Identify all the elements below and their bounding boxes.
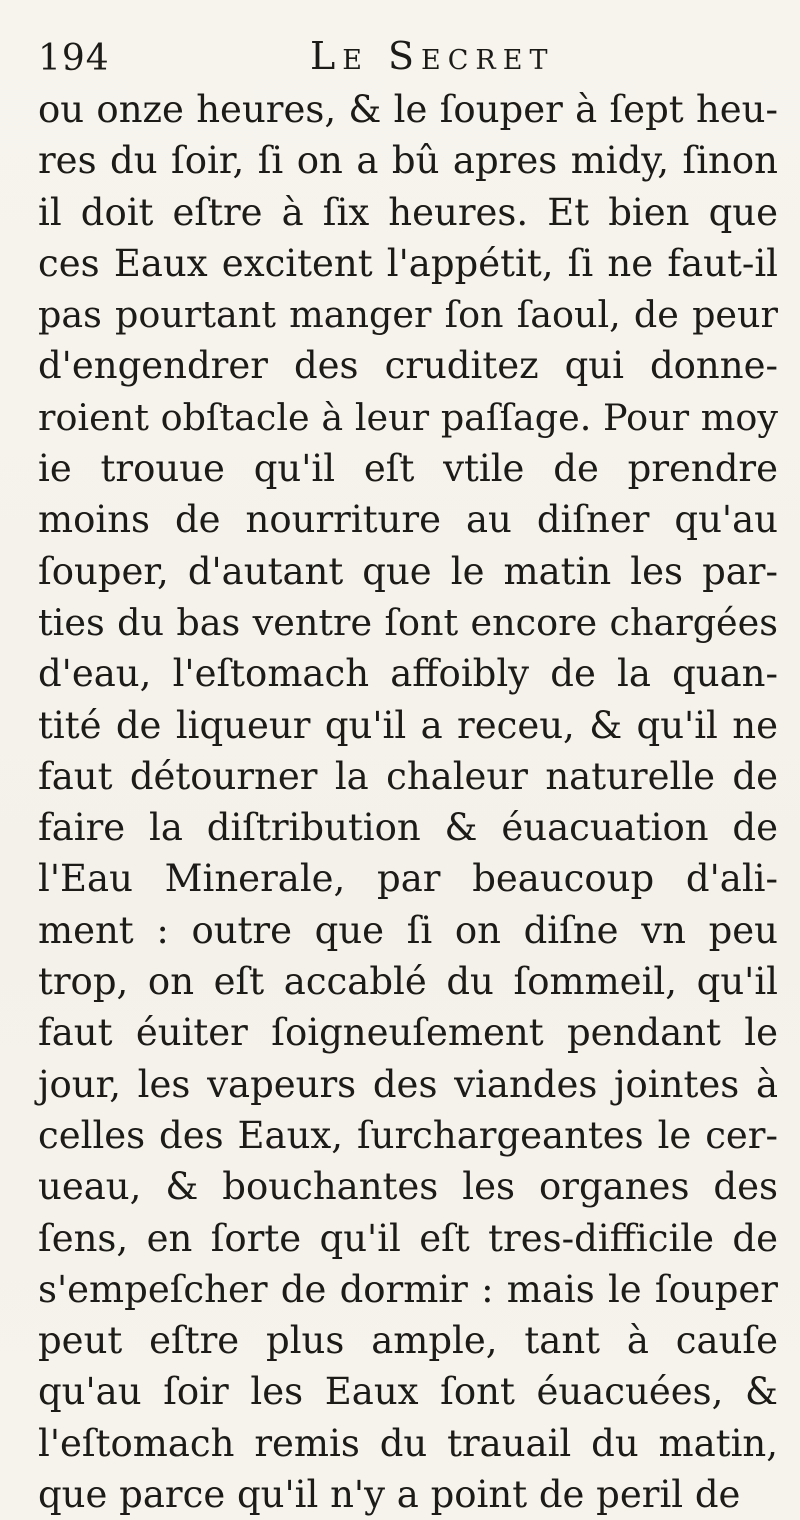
text-line: d'engendrer des cruditez qui donne- xyxy=(38,344,778,388)
running-title: Le Secret xyxy=(310,34,555,78)
text-line: trop, on eſt accablé du ſommeil, qu'il xyxy=(38,960,778,1004)
body-text xyxy=(38,84,778,1520)
text-line: ſens, en ſorte qu'il eſt tres-difficile de xyxy=(38,1216,778,1260)
text-line: ſouper, d'autant que le matin les par- xyxy=(38,549,778,593)
text-line: ment : outre que ſi on diſne vn peu xyxy=(38,908,778,952)
text-line: faire la diſtribution & éuacuation de xyxy=(38,806,778,850)
text-line: moins de nourriture au diſner qu'au xyxy=(38,498,778,542)
text-line: res du ſoir, ſi on a bû apres midy, ſinon xyxy=(38,139,778,183)
text-line: qu'au ſoir les Eaux ſont éuacuées, & xyxy=(38,1370,778,1414)
text-line: l'Eau Minerale, par beaucoup d'ali- xyxy=(38,857,778,901)
text-line: ie trouue qu'il eſt vtile de prendre xyxy=(38,447,778,491)
page-number: 194 xyxy=(38,38,110,79)
text-line: ou onze heures, & le ſouper à ſept heu- xyxy=(38,88,778,131)
text-line: ties du bas ventre ſont encore chargées xyxy=(38,600,778,644)
text-line: que parce qu'il n'y a point de peril de xyxy=(38,1473,741,1517)
text-line: s'empeſcher de dormir : mais le ſouper xyxy=(38,1267,778,1311)
text-line: celles des Eaux, ſurchargeantes le cer- xyxy=(38,1113,778,1157)
page-header xyxy=(38,30,778,82)
text-line: faut détourner la chaleur naturelle de xyxy=(38,754,778,798)
text-line: tité de liqueur qu'il a receu, & qu'il ne xyxy=(38,703,778,747)
text-line: roient obſtacle à leur paſſage. Pour moy xyxy=(38,395,778,439)
text-line: jour, les vapeurs des viandes jointes à xyxy=(38,1062,778,1106)
text-line: l'eſtomach remis du trauail du matin, xyxy=(38,1421,778,1465)
text-line: ueau, & bouchantes les organes des xyxy=(38,1165,778,1209)
text-line: d'eau, l'eſtomach affoibly de la quan- xyxy=(38,652,778,696)
text-line: faut éuiter ſoigneuſement pendant le xyxy=(38,1011,778,1055)
text-line: peut eſtre plus ample, tant à cauſe xyxy=(38,1319,778,1363)
text-line: pas pourtant manger ſon ſaoul, de peur xyxy=(38,293,778,337)
text-line: ces Eaux excitent l'appétit, ſi ne faut-il xyxy=(38,241,778,285)
text-line: il doit eſtre à ſix heures. Et bien que xyxy=(38,190,778,234)
